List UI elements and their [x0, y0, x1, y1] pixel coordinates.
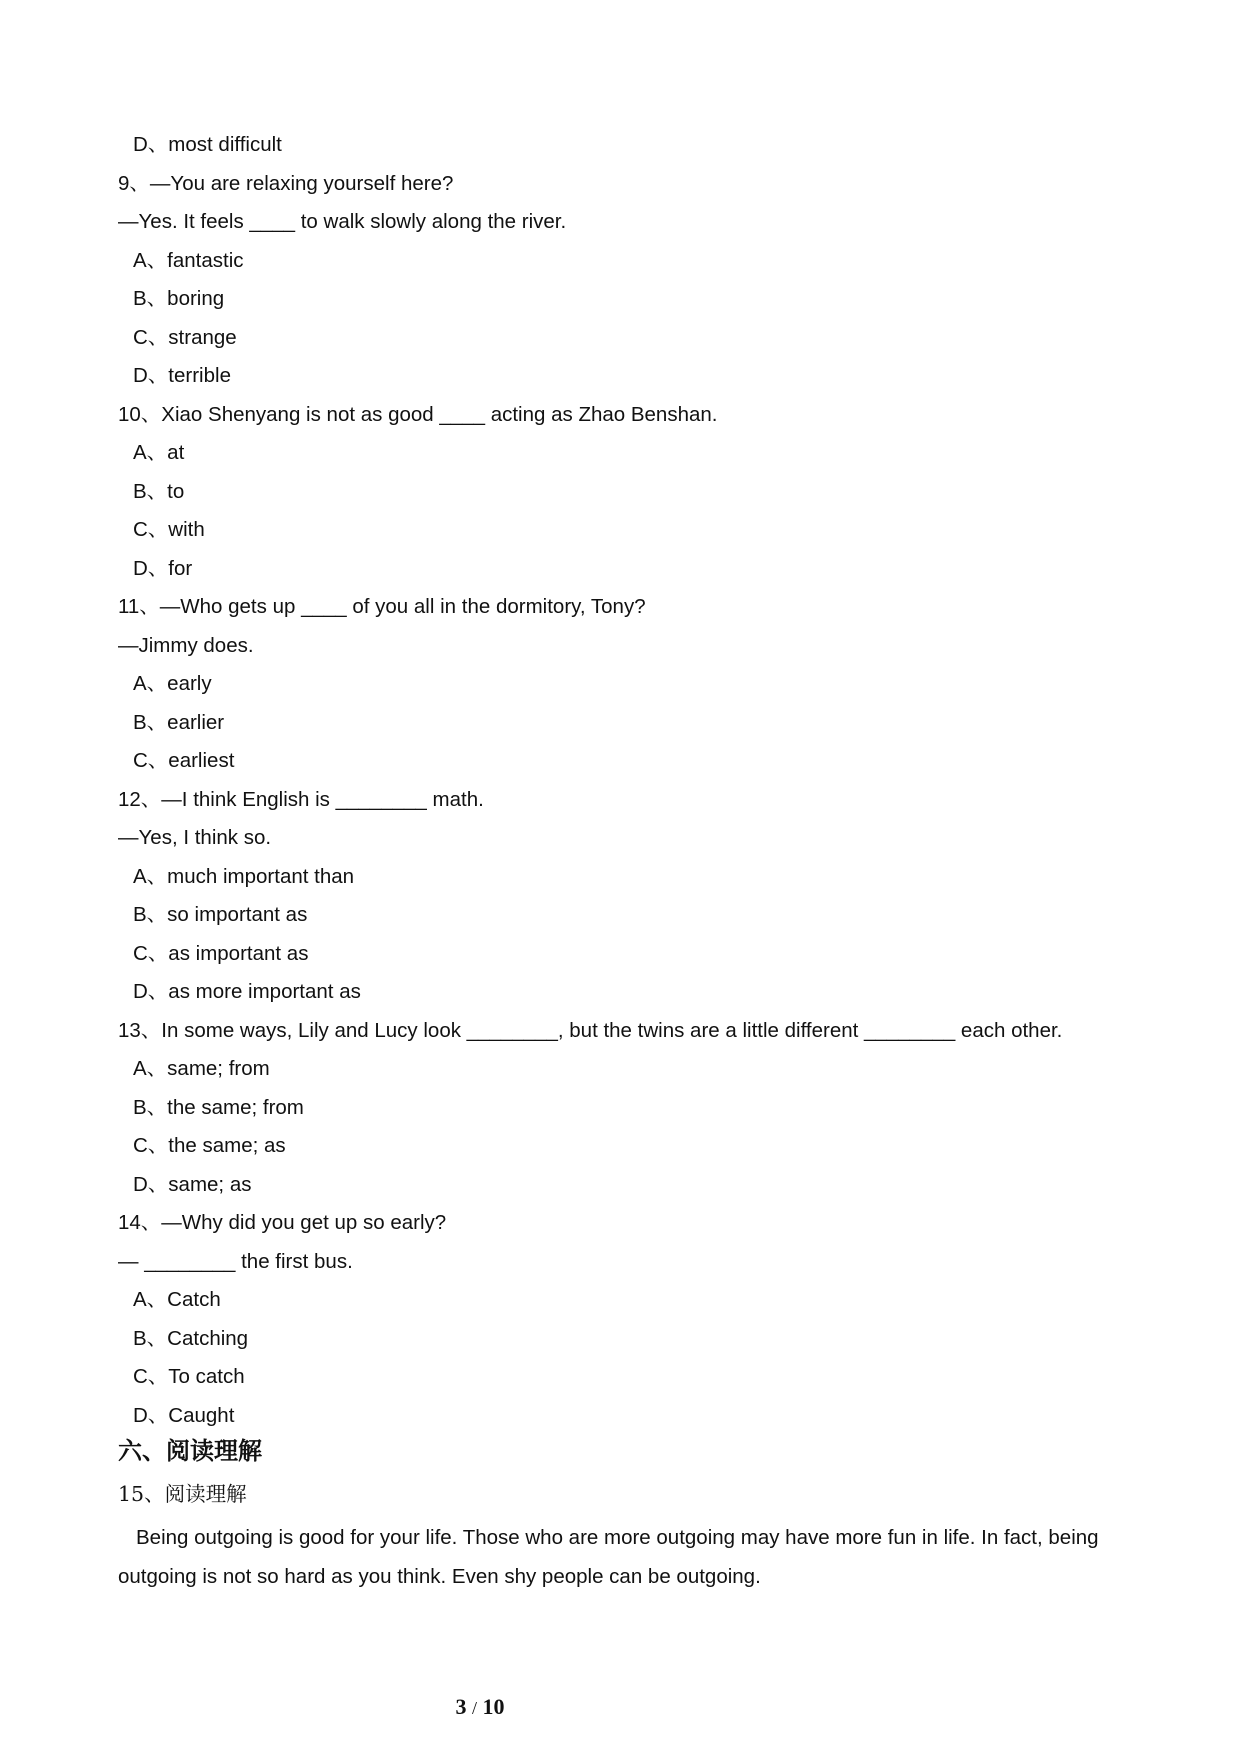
page-number — [0, 1694, 960, 1720]
question-line: 13、In some ways, Lily and Lucy look ________, but the twins are a little different ________ each other. — [118, 1019, 1063, 1042]
current-page: 3 — [455, 1694, 467, 1719]
question-line: —Yes, I think so. — [118, 826, 272, 849]
question-line: —Jimmy does. — [118, 634, 254, 657]
answer-option: D、most difficult — [133, 133, 282, 156]
question-line: —Yes. It feels ____ to walk slowly along the river. — [118, 210, 567, 233]
section-heading: 六、阅读理解 — [118, 1436, 262, 1465]
answer-option: A、fantastic — [133, 249, 244, 272]
answer-option: C、strange — [133, 326, 237, 349]
answer-option: B、to — [133, 480, 185, 503]
answer-option: B、so important as — [133, 903, 308, 926]
question-line: 9、—You are relaxing yourself here? — [118, 172, 454, 195]
answer-option: D、for — [133, 557, 193, 580]
answer-option: C、as important as — [133, 942, 309, 965]
answer-option: D、same; as — [133, 1173, 252, 1196]
answer-option: C、To catch — [133, 1365, 245, 1388]
answer-option: D、Caught — [133, 1404, 235, 1427]
question-line: 12、—I think English is ________ math. — [118, 788, 484, 811]
answer-option: C、the same; as — [133, 1134, 286, 1157]
answer-option: A、early — [133, 672, 212, 695]
answer-option: A、Catch — [133, 1288, 221, 1311]
answer-option: B、boring — [133, 287, 225, 310]
answer-option: B、earlier — [133, 711, 225, 734]
answer-option: B、the same; from — [133, 1096, 304, 1119]
answer-option: B、Catching — [133, 1327, 249, 1350]
question-line: 14、—Why did you get up so early? — [118, 1211, 447, 1234]
total-pages: 10 — [482, 1694, 505, 1719]
question-15-label: 15、阅读理解 — [118, 1482, 247, 1506]
reading-passage: Being outgoing is good for your life. Those who are more outgoing may have more fun in life. In fact, being outgoing is not so hard as you think. Even shy people can be outgoing. — [118, 1526, 1099, 1588]
question-line: 11、—Who gets up ____ of you all in the dormitory, Tony? — [118, 595, 646, 618]
answer-option: A、same; from — [133, 1057, 270, 1080]
question-line: — ________ the first bus. — [118, 1250, 353, 1273]
answer-option: C、with — [133, 518, 205, 541]
answer-option: C、earliest — [133, 749, 235, 772]
answer-option: A、at — [133, 441, 185, 464]
page-separator: / — [471, 1698, 477, 1718]
answer-option: A、much important than — [133, 865, 355, 888]
question-line: 10、Xiao Shenyang is not as good ____ acting as Zhao Benshan. — [118, 403, 718, 426]
answer-option: D、terrible — [133, 364, 231, 387]
answer-option: D、as more important as — [133, 980, 361, 1003]
